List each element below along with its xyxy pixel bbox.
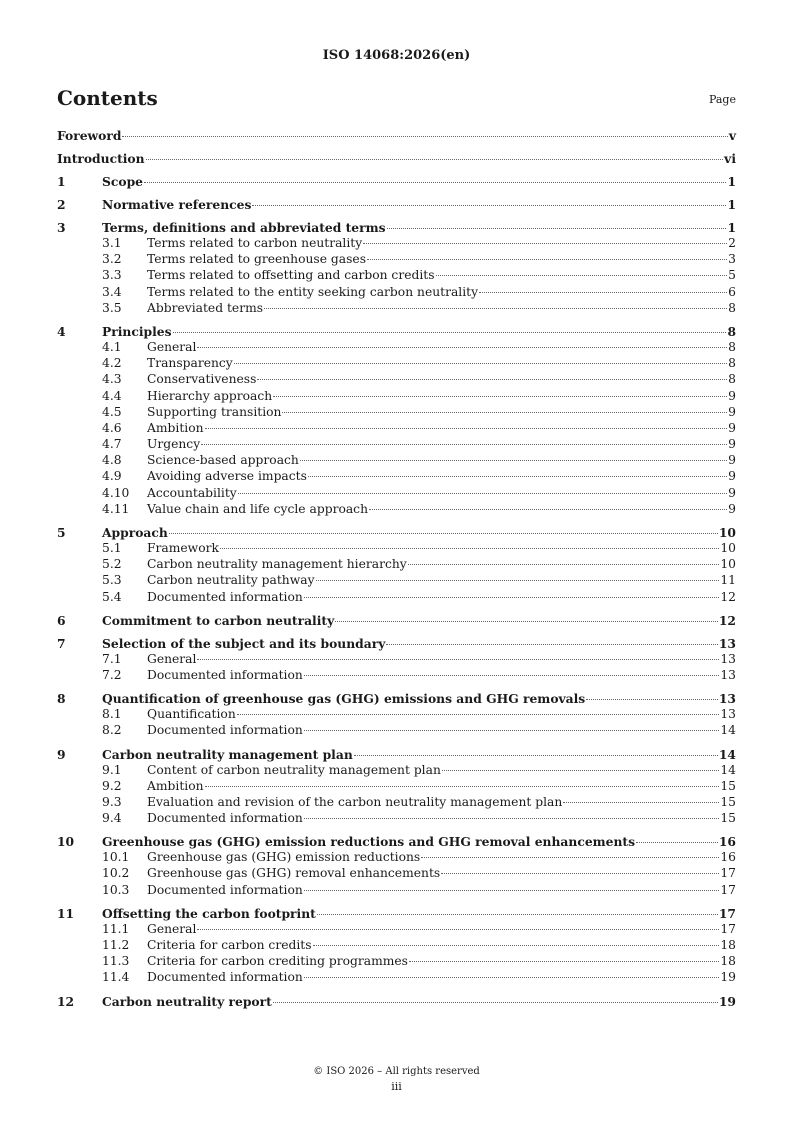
dot-leader: [354, 755, 718, 756]
toc-number: 4.6: [102, 420, 122, 435]
toc-title: Carbon neutrality pathway: [147, 573, 315, 588]
toc-title: Hierarchy approach: [147, 388, 273, 403]
dot-leader: [252, 205, 726, 206]
dot-leader: [205, 786, 720, 787]
toc-title: General: [147, 651, 197, 666]
dot-leader: [636, 842, 718, 843]
toc-page-number: 13: [720, 651, 736, 666]
toc-page-number: 18: [720, 938, 736, 952]
toc-subentry[interactable]: [57, 502, 736, 518]
toc-title: Ambition: [147, 420, 204, 435]
dot-leader: [386, 644, 718, 645]
toc-subentry[interactable]: [57, 850, 736, 866]
toc-subentry[interactable]: [57, 541, 736, 557]
dot-leader: [282, 412, 727, 413]
toc-number: 4.4: [102, 388, 122, 403]
toc-number: 10.3: [102, 882, 130, 897]
toc-number: 4.1: [102, 339, 122, 354]
dot-leader: [316, 580, 720, 581]
toc-number: 7: [57, 635, 66, 651]
toc-page-number: 16: [720, 850, 736, 865]
toc-subentry[interactable]: [57, 285, 736, 301]
toc-title: Carbon neutrality management plan: [102, 746, 353, 762]
toc-number: 11.1: [102, 921, 130, 936]
toc-title: Scope: [102, 174, 143, 189]
dot-leader: [304, 675, 720, 676]
toc-page-number: 13: [720, 667, 736, 682]
dot-leader: [304, 818, 720, 819]
dot-leader: [201, 444, 727, 445]
page-column-label: Page: [708, 93, 736, 106]
toc-number: 5.2: [102, 557, 122, 572]
toc-number: 5.4: [102, 589, 122, 604]
toc-title: Value chain and life cycle approach: [147, 501, 368, 516]
toc-number: 3.3: [102, 268, 122, 283]
toc-page-number: 17: [720, 921, 736, 936]
dot-leader: [197, 347, 727, 348]
toc-entry[interactable]: [57, 636, 736, 652]
toc-number: 7.1: [102, 651, 122, 666]
toc-subentry[interactable]: [57, 723, 736, 739]
toc-title: Terms related to the entity seeking carbon neutrality: [147, 284, 479, 299]
toc-page-number: 13: [718, 691, 736, 707]
toc-number: 5.1: [102, 541, 122, 555]
toc-title: Quantification: [147, 707, 236, 722]
toc-title: Selection of the subject and its boundary: [102, 635, 386, 651]
toc-entry[interactable]: [57, 220, 736, 236]
dot-leader: [173, 332, 727, 333]
dot-leader: [308, 476, 727, 477]
toc-number: 6: [57, 612, 66, 628]
toc-page-number: 1: [727, 197, 736, 212]
toc-subentry[interactable]: [57, 938, 736, 954]
toc-page-number: 11: [720, 573, 736, 588]
dot-leader: [238, 493, 727, 494]
toc-subentry[interactable]: [57, 795, 736, 811]
toc-title: Abbreviated terms: [147, 300, 264, 315]
toc-page-number: 8: [728, 372, 736, 387]
dot-leader: [408, 564, 720, 565]
toc-number: 4.2: [102, 356, 122, 371]
toc-number: 4.8: [102, 453, 122, 468]
toc-number: 5: [57, 525, 66, 540]
toc-title: Content of carbon neutrality management plan: [147, 762, 441, 777]
toc-entry[interactable]: [57, 151, 736, 167]
toc-page-number: 14: [718, 746, 736, 762]
toc-page-number: 10: [720, 541, 736, 555]
toc-subentry[interactable]: [57, 405, 736, 421]
dot-leader: [197, 929, 719, 930]
dot-leader: [264, 308, 727, 309]
dot-leader: [409, 961, 719, 962]
dot-leader: [122, 136, 727, 137]
toc-number: 9.3: [102, 794, 122, 809]
toc-number: 12: [57, 993, 75, 1009]
toc-page-number: 19: [718, 993, 736, 1009]
toc-number: 10.1: [102, 850, 130, 865]
dot-leader: [144, 182, 726, 183]
toc-page-number: 8: [728, 300, 736, 315]
toc-page-number: 12: [718, 612, 736, 628]
toc-title: Ambition: [147, 778, 204, 793]
toc-page-number: 8: [728, 356, 736, 371]
toc-page-number: 18: [720, 954, 736, 969]
toc-number: 4: [57, 323, 66, 339]
toc-title: Documented information: [147, 811, 303, 826]
toc-subentry[interactable]: [57, 883, 736, 899]
toc-page-number: 13: [718, 635, 736, 651]
toc-subentry[interactable]: [57, 301, 736, 317]
dot-leader: [563, 802, 719, 803]
toc-subentry[interactable]: [57, 652, 736, 668]
toc-title: Carbon neutrality report: [102, 993, 272, 1009]
toc-number: 9.1: [102, 762, 122, 777]
toc-page-number: v: [728, 128, 736, 143]
toc-title: Criteria for carbon credits: [147, 938, 312, 952]
toc-page-number: 17: [718, 905, 736, 921]
toc-page-number: 9: [728, 485, 736, 500]
toc-entry[interactable]: [57, 834, 736, 850]
toc-number: 10: [57, 834, 75, 850]
toc-number: 10.2: [102, 866, 130, 881]
toc-subentry[interactable]: [57, 954, 736, 970]
dot-leader: [169, 533, 718, 534]
toc-subentry[interactable]: [57, 590, 736, 606]
dot-leader: [304, 977, 720, 978]
toc-page-number: 13: [720, 707, 736, 722]
toc-number: 5.3: [102, 573, 122, 588]
toc-entry[interactable]: [57, 324, 736, 340]
toc-title: Conservativeness: [147, 372, 257, 387]
toc-title: Avoiding adverse impacts: [147, 469, 307, 484]
toc-page-number: 9: [728, 469, 736, 484]
toc-title: Greenhouse gas (GHG) emission reductions: [147, 850, 421, 865]
dot-leader: [257, 379, 727, 380]
dot-leader: [335, 621, 718, 622]
toc-page-number: 2: [728, 236, 736, 250]
toc-page-number: 8: [727, 323, 736, 339]
toc-page-number: 10: [718, 525, 736, 540]
toc-page-number: 9: [728, 437, 736, 452]
toc-number: 1: [57, 174, 66, 189]
toc-subentry[interactable]: [57, 356, 736, 372]
toc-page-number: 6: [728, 284, 736, 299]
toc-page-number: 9: [728, 453, 736, 468]
toc-page-number: 17: [720, 866, 736, 881]
dot-leader: [363, 243, 727, 244]
toc-page-number: 19: [720, 970, 736, 985]
table-of-contents: [57, 128, 736, 1010]
dot-leader: [421, 857, 719, 858]
dot-leader: [304, 890, 720, 891]
toc-number: 8.1: [102, 707, 122, 722]
toc-page-number: 1: [727, 220, 736, 235]
toc-subentry[interactable]: [57, 707, 736, 723]
toc-number: 4.10: [102, 485, 130, 500]
toc-entry[interactable]: [57, 525, 736, 541]
dot-leader: [304, 730, 720, 731]
toc-title: Terms related to carbon neutrality: [147, 236, 363, 250]
dot-leader: [197, 659, 719, 660]
toc-subentry[interactable]: [57, 811, 736, 827]
toc-subentry[interactable]: [57, 557, 736, 573]
dot-leader: [367, 259, 727, 260]
toc-entry[interactable]: [57, 174, 736, 190]
toc-subentry[interactable]: [57, 486, 736, 502]
document-id: ISO 14068:2026(en): [322, 48, 471, 63]
contents-heading: Contents: [57, 86, 158, 110]
toc-title: Documented information: [147, 667, 303, 682]
toc-subentry[interactable]: [57, 236, 736, 252]
toc-title: General: [147, 921, 197, 936]
toc-title: Greenhouse gas (GHG) emission reductions and GHG removal enhancements: [102, 834, 636, 850]
toc-title: Documented information: [147, 589, 303, 604]
toc-number: 3: [57, 220, 66, 235]
toc-title: Supporting transition: [147, 404, 282, 419]
toc-title: Documented information: [147, 970, 303, 985]
toc-title: Documented information: [147, 723, 303, 738]
toc-title: Principles: [102, 323, 172, 339]
toc-number: 4.11: [102, 501, 130, 516]
toc-page-number: 9: [728, 404, 736, 419]
toc-page-number: 15: [720, 794, 736, 809]
toc-page-number: 8: [728, 339, 736, 354]
toc-number: 7.2: [102, 667, 122, 682]
page-number: iii: [391, 1080, 402, 1093]
toc-entry[interactable]: [57, 691, 736, 707]
toc-page-number: 15: [720, 811, 736, 826]
toc-subentry[interactable]: [57, 922, 736, 938]
toc-title: Science-based approach: [147, 453, 299, 468]
toc-subentry[interactable]: [57, 866, 736, 882]
toc-subentry[interactable]: [57, 779, 736, 795]
dot-leader: [317, 914, 718, 915]
toc-page-number: 17: [720, 882, 736, 897]
toc-number: 9: [57, 746, 66, 762]
toc-title: Documented information: [147, 882, 303, 897]
dot-leader: [479, 292, 727, 293]
toc-page-number: 10: [720, 557, 736, 572]
toc-subentry[interactable]: [57, 453, 736, 469]
toc-subentry[interactable]: [57, 252, 736, 268]
toc-title: Foreword: [57, 128, 122, 143]
dot-leader: [313, 945, 720, 946]
toc-number: 9.4: [102, 811, 122, 826]
dot-leader: [237, 714, 720, 715]
dot-leader: [205, 428, 728, 429]
dot-leader: [442, 770, 719, 771]
toc-entry[interactable]: [57, 128, 736, 144]
dot-leader: [387, 228, 727, 229]
toc-number: 11: [57, 905, 75, 921]
toc-number: 8.2: [102, 723, 122, 738]
toc-number: 4.9: [102, 469, 122, 484]
toc-title: Accountability: [147, 485, 237, 500]
toc-number: 9.2: [102, 778, 122, 793]
toc-title: Greenhouse gas (GHG) removal enhancements: [147, 866, 441, 881]
toc-title: Urgency: [147, 437, 201, 452]
toc-page-number: 15: [720, 778, 736, 793]
toc-page-number: 9: [728, 388, 736, 403]
toc-number: 3.2: [102, 252, 122, 267]
toc-subentry[interactable]: [57, 437, 736, 453]
toc-subentry[interactable]: [57, 573, 736, 589]
toc-number: 3.5: [102, 300, 122, 315]
toc-page-number: 14: [720, 723, 736, 738]
page-footer: [0, 1066, 793, 1093]
toc-title: Terms related to offsetting and carbon credits: [147, 268, 435, 283]
toc-number: 8: [57, 691, 66, 707]
toc-subentry[interactable]: [57, 469, 736, 485]
toc-number: 4.3: [102, 372, 122, 387]
toc-subentry[interactable]: [57, 421, 736, 437]
toc-entry[interactable]: [57, 994, 736, 1010]
dot-leader: [273, 396, 727, 397]
toc-subentry[interactable]: [57, 668, 736, 684]
toc-number: 11.2: [102, 938, 130, 952]
toc-title: Introduction: [57, 151, 145, 166]
toc-subentry[interactable]: [57, 340, 736, 356]
toc-number: 4.7: [102, 437, 122, 452]
toc-title: Quantification of greenhouse gas (GHG) emissions and GHG removals: [102, 691, 586, 707]
toc-title: Commitment to carbon neutrality: [102, 612, 335, 628]
dot-leader: [586, 699, 718, 700]
toc-title: Transparency: [147, 356, 233, 371]
toc-page-number: 14: [720, 762, 736, 777]
copyright-notice: © ISO 2026 – All rights reserved: [313, 1066, 480, 1077]
toc-page-number: 16: [718, 834, 736, 850]
dot-leader: [220, 548, 719, 549]
toc-title: Approach: [102, 525, 168, 540]
toc-subentry[interactable]: [57, 970, 736, 986]
toc-title: Evaluation and revision of the carbon neutrality management plan: [147, 794, 563, 809]
toc-page-number: 1: [727, 174, 736, 189]
dot-leader: [304, 597, 720, 598]
dot-leader: [436, 275, 728, 276]
toc-page-number: 9: [728, 420, 736, 435]
toc-page-number: 12: [720, 589, 736, 604]
toc-entry[interactable]: [57, 197, 736, 213]
toc-subentry[interactable]: [57, 268, 736, 284]
toc-page-number: vi: [724, 151, 736, 166]
dot-leader: [441, 873, 719, 874]
dot-leader: [234, 363, 727, 364]
toc-title: Carbon neutrality management hierarchy: [147, 557, 407, 572]
dot-leader: [300, 460, 727, 461]
toc-subentry[interactable]: [57, 389, 736, 405]
toc-number: 3.1: [102, 236, 122, 250]
toc-title: Normative references: [102, 197, 252, 212]
toc-entry[interactable]: [57, 613, 736, 629]
toc-number: 4.5: [102, 404, 122, 419]
toc-number: 11.4: [102, 970, 130, 985]
dot-leader: [369, 509, 727, 510]
toc-title: General: [147, 339, 197, 354]
dot-leader: [146, 159, 724, 160]
toc-number: 2: [57, 197, 66, 212]
toc-number: 3.4: [102, 284, 122, 299]
toc-title: Terms, definitions and abbreviated terms: [102, 220, 386, 235]
toc-subentry[interactable]: [57, 763, 736, 779]
toc-page-number: 9: [728, 501, 736, 516]
toc-page-number: 5: [728, 268, 736, 283]
toc-title: Terms related to greenhouse gases: [147, 252, 367, 267]
toc-number: 11.3: [102, 954, 130, 969]
toc-title: Framework: [147, 541, 219, 555]
toc-entry[interactable]: [57, 906, 736, 922]
toc-title: Criteria for carbon crediting programmes: [147, 954, 408, 969]
toc-page-number: 3: [728, 252, 736, 267]
dot-leader: [273, 1002, 718, 1003]
toc-entry[interactable]: [57, 747, 736, 763]
toc-subentry[interactable]: [57, 372, 736, 388]
toc-title: Offsetting the carbon footprint: [102, 905, 316, 921]
